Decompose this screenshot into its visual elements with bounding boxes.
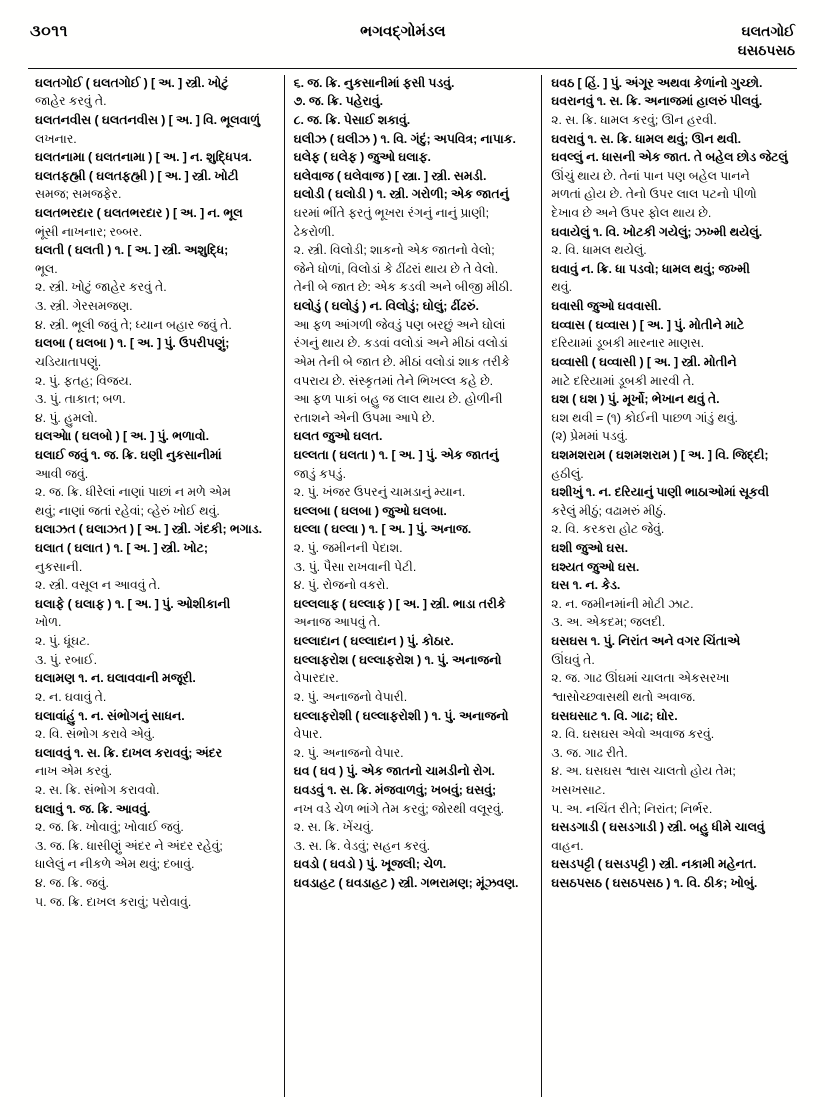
dictionary-entry (294, 856, 533, 874)
dictionary-entry (35, 75, 275, 111)
dictionary-entry (551, 559, 790, 577)
entry-continuation-line: ૪. પું. હુમલો. (35, 410, 98, 425)
entry-continuation-line: તેની બે જાત છે: એક કડવી અને બીજી મીઠી. (293, 280, 513, 295)
entry-continuation-line: જાહેર કરવું તે. (35, 94, 107, 109)
dictionary-entry (294, 168, 533, 186)
entry-continuation-line: ભૂંસી નાખનાર; રબ્બર. (35, 224, 143, 239)
entry-headword-line: ઘસડગાડી ( ઘસડગાડી ) સ્ત્રી. બહુ ધીમે ચાલવું (551, 820, 765, 835)
entry-continuation-line: થવું. (551, 280, 572, 295)
entry-headword-line: ઘલાઈ જવું ૧. જ. ક્રિ. ઘણી નુકસાનીમાં (35, 447, 222, 462)
entry-continuation-line: ૩. જ. ક્રિ. ધાસીણું અંદર ને અંદર રહેવું; (35, 838, 223, 853)
dictionary-entry (294, 521, 533, 594)
dictionary-entry (551, 261, 790, 297)
dictionary-entry (551, 131, 790, 149)
entry-continuation-line: ૩. સ્ત્રી. ગેરસમજણ. (35, 299, 133, 314)
entry-continuation-line: ૨. સ્ત્રી. વસૂલ ન આવવું તે. (35, 578, 161, 593)
entry-headword-line: ૭. જ. ક્રિ. પહેરાવું. (293, 94, 384, 109)
entry-continuation-line: ૨. ન. ઘવાવું તે. (35, 689, 107, 704)
entry-headword-line: ઘલોડું ( ઘલોડું ) ન. વિલોડું; ઘોલું; ઢીંઢરું. (293, 299, 479, 314)
entry-continuation-line: મળતાં હોય છે. તેનો ઉપર લાલ પટનો પીળો (551, 187, 757, 202)
entry-continuation-line: ૨. સ. ક્રિ. ધામલ કરવું; ઊન હરવી. (551, 113, 717, 127)
dictionary-entry (551, 447, 790, 483)
entry-headword-line: ઘલોડી ( ઘલોડી ) ૧. સ્ત્રી. ગરોળી; એક જાતનું (293, 187, 509, 202)
entry-continuation-line: ૫. જ. ક્રિ. દાખલ કરાવું; પરોવાવું. (35, 894, 192, 909)
entry-continuation-line: ૩. પું. પૈસા રાખવાની પેટી. (293, 559, 417, 574)
entry-headword-line: ઘલામણ ૧. ન. ઘલાવવાની મજૂરી. (35, 671, 196, 686)
entry-continuation-line: ઊંઘવું તે. (551, 652, 595, 667)
entry-continuation-line: લખનાર. (35, 131, 77, 146)
entry-headword-line: ઘલાઝત ( ઘલાઝત ) [ અ. ] સ્ત્રી. ગંદકી; ભગાડ. (35, 522, 263, 537)
dictionary-entry (294, 633, 533, 651)
dictionary-entry (35, 428, 275, 446)
entry-headword-line: ઘવાસી જુઓ ઘવવાસી. (551, 299, 662, 314)
dictionary-entry (551, 708, 790, 819)
entry-continuation-line: અનાજ આપવું તે. (293, 615, 381, 630)
dictionary-entry (294, 93, 533, 111)
entry-continuation-line: ૨. સ. ક્રિ. ખેંચવું. (293, 820, 374, 835)
entry-headword-line: ઘવડો ( ઘવડો ) પું. ખૂજલી; ચેળ. (293, 857, 447, 872)
dictionary-entry (551, 298, 790, 316)
entry-continuation-line: ૨. પું. અનાજનો વેપાર. (293, 745, 404, 760)
dictionary-entry (294, 652, 533, 707)
entry-headword-line: ઘસડપટ્ટી ( ઘસડપટ્ટી ) સ્ત્રી. નકામી મહેનત. (551, 857, 757, 872)
entry-headword-line: ઘલ્લબા ( ઘલબા ) જુઓ ઘલબા. (293, 503, 447, 518)
entry-headword-line: ઘલ્લાદાન ( ઘલ્લાદાન ) પું. કોઠાર. (293, 634, 454, 649)
entry-continuation-line: નુકસાની. (35, 559, 83, 574)
entry-continuation-line: ઘશ થવી = (૧) કોઈની પાછળ ગાંડું થવું. (551, 410, 739, 425)
entry-headword-line: ઘલઆેા ( ઘલબો ) [ અ. ] પું. ભળાવો. (35, 429, 210, 444)
dictionary-entry (35, 149, 275, 167)
dictionary-entry (294, 428, 533, 446)
entry-headword-line: ઘલબા ( ઘલબા ) ૧. [ અ. ] પું. ઉપરીપણું; (35, 336, 230, 351)
book-title: ભગવદ્ગોમંડલ (360, 23, 446, 40)
entry-continuation-line: રતાશને એની ઉપમા આપે છે. (293, 410, 435, 425)
entry-headword-line: ઘલેવાજ ( ઘલેવાજ ) [ સ્ત્રા. ] સ્ત્રી. સમડી. (293, 168, 487, 183)
dictionary-entry (551, 577, 790, 632)
running-head-first-entry: ઘલતગોઈ (741, 23, 795, 39)
entry-headword-line: ઘલતી ( ઘલતી ) ૧. [ અ. ] સ્ત્રી. અશુદ્ધિ; (35, 243, 229, 258)
dictionary-entry (551, 633, 790, 706)
entry-continuation-line: ૩. પું. રબાઈ. (35, 652, 98, 667)
entry-headword-line: ઘલત જુઓ ઘલત. (293, 429, 383, 444)
entry-continuation-line: ૨. પું. અનાજનો વેપારી. (293, 689, 408, 704)
entry-headword-line: ઘવ્વાસી ( ઘવ્વાસી ) [ અ. ] સ્ત્રી. મોતીને (551, 354, 737, 369)
entry-continuation-line: ચડિયાતાપણું. (35, 354, 102, 369)
dictionary-entry (551, 875, 790, 893)
entry-continuation-line: નખ વડે ચેળ ભાંગે તેમ કરવું; જોરથી વલૂરવું. (293, 801, 505, 816)
entry-continuation-line: કરેલું મીઠું; વઢામરું મીઠું. (551, 503, 667, 518)
entry-headword-line: ઘવરાનવું ૧. સ. ક્રિ. અનાજમાં હાલરું પીલવું. (551, 94, 763, 109)
entry-headword-line: ઘસઠપસઠ ( ઘસઠપસઠ ) ૧. વિ. ઠીક; ખોબું. (551, 875, 758, 890)
entry-headword-line: ઘવલ્લું ન. ધાસની એક જાત. તે બહેલ છોડ જેટલું (551, 150, 788, 165)
entry-continuation-line: માટે દરિયામાં ડૂબકી મારવી તે. (551, 373, 695, 388)
dictionary-entry (551, 75, 790, 93)
entry-headword-line: ઘશ ( ઘશ ) પું. મૂર્ખો; ભેખાન થવું તે. (551, 392, 720, 407)
entry-continuation-line: ૨. સ. ક્રિ. સંભોગ કરાવવો. (35, 782, 160, 797)
entry-continuation-line: ૨. પું. ફતહ; વિજય. (35, 373, 133, 388)
entry-headword-line: ૬. જ. ક્રિ. નુકસાનીમાં ફસી પડવું. (293, 75, 455, 90)
entry-continuation-line: ૨. ન. જમીનમાંની મોટી ઝાટ. (551, 596, 694, 611)
dictionary-entry (35, 708, 275, 744)
dictionary-entry (294, 708, 533, 763)
columns-container (26, 75, 799, 1097)
entry-continuation-line: જાડું કપડું. (293, 466, 347, 481)
dictionary-entry (551, 149, 790, 222)
dictionary-entry (551, 354, 790, 390)
column-3 (541, 75, 799, 1097)
dictionary-entry (294, 186, 533, 297)
entry-continuation-line: ૩. જ. ગાઢ રીતે. (551, 745, 628, 760)
dictionary-entry (35, 168, 275, 204)
column-1 (26, 75, 284, 1097)
entry-continuation-line: ઊંચું થાય છે. તેનાં પાન પણ બહેલ પાનને (551, 168, 750, 183)
dictionary-entry (551, 484, 790, 539)
entry-continuation-line: ૩. અ. એકદમ; જલદી. (551, 615, 666, 630)
entry-headword-line: ઘવડાહટ ( ઘવડાહટ ) સ્ત્રી. ગભરામણ; મૂંઝવણ. (293, 875, 519, 890)
entry-continuation-line: ૪. અ. ઘસઘસ શ્વાસ ચાલતો હોય તેમ; (551, 764, 736, 779)
entry-headword-line: ઘલીઝ ( ઘલીઝ ) ૧. વિ. ગંદું; અપવિત્ર; નાપાક. (293, 131, 516, 146)
entry-headword-line: ઘવરાવું ૧. સ. ક્રિ. ધામલ થવું; ઊન થવી. (551, 131, 742, 146)
dictionary-entry (35, 521, 275, 539)
entry-continuation-line: સમજ; સમજફેર. (35, 187, 122, 202)
entry-continuation-line: ૨. વિ. કરકરા હોટ જેવું. (551, 522, 665, 537)
entry-continuation-line: નાખ એમ કરવું. (35, 764, 113, 779)
entry-headword-line: ઘલતગોઈ ( ઘલતગોઈ ) [ અ. ] સ્ત્રી. ખોટું (35, 75, 229, 90)
dictionary-entry (35, 745, 275, 800)
entry-continuation-line: ૪. પું. રોજનો વકરો. (293, 578, 389, 593)
entry-continuation-line: વપરાય છે. સંસ્કૃતમાં તેને ભિખલ્લ કહે છે. (293, 373, 494, 388)
dictionary-entry (294, 149, 533, 167)
entry-continuation-line: ખોળ. (35, 615, 62, 630)
entry-headword-line: ઘશીખું ૧. ન. દરિયાનું પાણી ભાઠાઓમાં સૂકવી (551, 485, 770, 500)
entry-headword-line: ઘલાવું ૧. જ. ક્રિ. આવવું. (35, 801, 151, 816)
entry-headword-line: ઘવાયેલું ૧. વિ. ખોટકી ગયેલું; ઝખ્મી થયેલું. (551, 224, 763, 239)
dictionary-entry (294, 782, 533, 855)
entry-continuation-line: ૨. જ. ક્રિ. ખોવાવું; ખોવાઈ જવું. (35, 820, 184, 835)
dictionary-entry (294, 298, 533, 427)
dictionary-entry (35, 801, 275, 912)
entry-headword-line: ઘવાવું ન. ક્રિ. ધા પડવો; ધામલ થવું; જખ્મી (551, 261, 750, 276)
entry-headword-line: ઘવ્વાસ ( ઘવ્વાસ ) [ અ. ] પું. મોતીને માટે (551, 317, 745, 332)
entry-continuation-line: શ્વાસોચ્છ્વાસથી થતો અવાજ. (551, 689, 696, 704)
entry-continuation-line: ૩. સ. ક્રિ. વેડવું; સહન કરવું. (293, 838, 431, 853)
running-head (738, 22, 795, 60)
dictionary-entry (294, 112, 533, 130)
entry-headword-line: ૮. જ. ક્રિ. પેસાઈ શકાવું. (293, 113, 411, 127)
entry-headword-line: ઘલ્લાફરોશી ( ઘલ્લાફરોશી ) ૧. પું. અનાજનો (293, 708, 509, 723)
dictionary-entry (551, 856, 790, 874)
dictionary-entry (35, 447, 275, 520)
dictionary-entry (35, 112, 275, 148)
entry-headword-line: ઘવડવું ૧. સ. ક્રિ. મંજવાળવું; ખબવું; ઘસવું; (293, 782, 497, 797)
entry-headword-line: ઘસ ૧. ન. કેડ. (551, 578, 621, 593)
entry-continuation-line: ૨. જ. ક્રિ. ધીરેલાં નાણાં પાછાં ન મળે એમ (35, 485, 231, 500)
entry-continuation-line: ઢેકરોળી. (293, 224, 335, 239)
entry-continuation-line: આવી જવું. (35, 466, 89, 481)
entry-continuation-line: ૨. પું. જમીનની પેદાશ. (293, 541, 403, 556)
column-2 (284, 75, 542, 1097)
page-header (26, 22, 799, 66)
dictionary-entry (551, 391, 790, 446)
dictionary-entry (35, 540, 275, 595)
dictionary-entry (35, 596, 275, 669)
entry-continuation-line: થવું; નાણાં જતાં રહેવાં; વ્હેરું ખોઈ થવું. (35, 503, 220, 518)
entry-headword-line: ઘલાફે ( ઘલાફ ) ૧. [ અ. ] પું. ઓશીકાની (35, 596, 231, 611)
dictionary-entry (551, 540, 790, 558)
entry-continuation-line: ૪. સ્ત્રી. ભૂલી જવું તે; ધ્યાન બહાર જવું તે. (35, 317, 232, 332)
entry-headword-line: ઘલતફહ્મી ( ઘલતફહ્મી ) [ અ. ] સ્ત્રી. ખોટી (35, 168, 239, 183)
entry-continuation-line: વેપાર. (293, 727, 323, 742)
entry-headword-line: ઘલાવાંહું ૧. ન. સંભોગનું સાધન. (35, 708, 185, 723)
entry-continuation-line: જેને ધોળાં, વિલોડાં કે ઢીંઢરાં થાય છે તે વેલો. (293, 261, 499, 276)
entry-headword-line: ઘલતનામા ( ઘલતનામા ) [ અ. ] ન. શુદ્ધિપત્ર. (35, 150, 252, 165)
dictionary-entry (35, 335, 275, 427)
entry-continuation-line: એમ તેની બે જાત છે. મીઠાં વલોડાં શાક તરીકે (293, 354, 510, 369)
entry-continuation-line: ખસખસાટ. (551, 782, 606, 797)
entry-continuation-line: ૨. વિ. સંભોગ કરાવે એવું. (35, 727, 155, 742)
entry-continuation-line: ૩. પું. તાકાત; બળ. (35, 392, 126, 407)
entry-continuation-line: વાહન. (551, 838, 584, 853)
entry-headword-line: ઘલાવવું ૧. સ. ક્રિ. દાખલ કરાવવું; અંદર (35, 745, 223, 760)
entry-continuation-line: ૨. સ્ત્રી. વિલોડી; શાકનો એક જાતનો વેલો; (293, 243, 495, 258)
entry-headword-line: ઘલેફ ( ઘલેફ ) જુઓ ઘલાફ. (293, 150, 431, 165)
entry-continuation-line: ધાલેલું ન નીકળે એમ થવું; દબાવું. (35, 857, 195, 872)
entry-continuation-line: ભૂલ. (35, 261, 58, 276)
entry-headword-line: ઘશમશરામ ( ઘશમશરામ ) [ અ. ] વિ. જિદ્દી; (551, 447, 769, 462)
entry-continuation-line: દરિયામાં ડૂબકી મારનાર માણસ. (551, 336, 705, 351)
entry-continuation-line: ૨. જ. ગાઢ ઊંઘમાં ચાલતા એકસરખા (551, 671, 730, 686)
entry-headword-line: ઘસઘસ ૧. પું. નિરાંત અને વગર ચિંતાએ (551, 634, 741, 649)
dictionary-entry (294, 447, 533, 502)
dictionary-entry (551, 819, 790, 855)
entry-continuation-line: (૨) પ્રેમમાં પડવું. (551, 429, 628, 444)
entry-continuation-line: ૨. વિ. ઘસઘસ એવો અવાજ કરવું. (551, 727, 715, 742)
entry-headword-line: ઘલ્લલાફ ( ઘલ્લાફ ) [ અ. ] સ્ત્રી. ભાડા તરીકે (293, 596, 506, 611)
entry-continuation-line: આ ફળ પાકાં બહુ જ લાલ થાય છે. હોળીની (293, 392, 503, 407)
dictionary-entry (551, 224, 790, 260)
dictionary-entry (35, 670, 275, 706)
entry-headword-line: ઘલ્લાફરોશ ( ઘલ્લાફરોશ ) ૧. પું. અનાજનો (293, 652, 502, 667)
header-rule (28, 68, 797, 69)
dictionary-entry (35, 205, 275, 241)
entry-continuation-line: ઘરમાં ભીંતે ફરતું ભૂખરા રંગનું નાનું પ્રાણી; (293, 206, 490, 221)
entry-headword-line: ઘલ્લા ( ઘલ્લા ) ૧. [ અ. ] પું. અનાજ. (293, 522, 472, 537)
entry-headword-line: ઘલ્લતા ( ઘલતા ) ૧. [ અ. ] પું. એક જાતનું (293, 447, 499, 462)
entry-continuation-line: ૨. પું. ધૂંઘટ. (35, 634, 90, 649)
dictionary-entry (294, 596, 533, 632)
entry-headword-line: ઘલતભરદાર ( ઘલતભરદાર ) [ અ. ] ન. ભૂલ (35, 206, 243, 221)
entry-continuation-line: ૨. વિ. ધામલ થયેલું. (551, 243, 647, 258)
dictionary-entry (551, 317, 790, 353)
dictionary-entry (551, 93, 790, 129)
entry-headword-line: ઘલાત ( ઘલાત ) ૧. [ અ. ] સ્ત્રી. ખોટ; (35, 541, 208, 556)
running-head-last-entry: ઘસઠપસઠ (737, 41, 795, 58)
entry-headword-line: ઘશી જુઓ ઘસ. (551, 541, 629, 556)
entry-continuation-line: આ ફળ આંગળી જેવડું પણ બરછું અને ઘોલાં (293, 317, 506, 332)
dictionary-entry (35, 242, 275, 334)
entry-headword-line: ઘવઠ [ હિં. ] પું. અંગૂર અથવા કેળાંનો ગુચ્છો. (551, 75, 763, 90)
dictionary-entry (294, 875, 533, 893)
page-number: ૩૦૧૧ (30, 23, 68, 40)
entry-headword-line: ઘસઘસાટ ૧. વિ. ગાઢ; ઘોર. (551, 708, 678, 723)
entry-continuation-line: દેખાવ છે અને ઉપર ફોલ થાય છે. (551, 206, 712, 221)
entry-continuation-line: ૨. પું. ખંજર ઉપરનું ચામડાનું મ્યાન. (293, 485, 466, 500)
entry-continuation-line: રંગનું થાય છે. કડવાં વલોડાં અને મીઠાં વલોડાં (293, 336, 508, 351)
entry-continuation-line: ૨. સ્ત્રી. ખોટું જાહેર કરવું તે. (35, 280, 167, 295)
entry-continuation-line: હઠીલું. (551, 466, 584, 481)
dictionary-entry (294, 131, 533, 149)
dictionary-entry (294, 75, 533, 93)
entry-headword-line: ઘલતનવીસ ( ઘલતનવીસ ) [ અ. ] વિ. ભૂલવાળું (35, 113, 261, 127)
entry-continuation-line: ૫. અ. નચિંત રીતે; નિરાંત; નિર્ભર. (551, 801, 713, 816)
entry-continuation-line: વેપારદાર. (293, 671, 339, 686)
entry-continuation-line: ૪. જ. ક્રિ. જવું. (35, 875, 109, 890)
dictionary-entry (294, 503, 533, 521)
entry-headword-line: ઘવ ( ઘવ ) પું. એક જાતનો ચામડીનો રોગ. (293, 764, 495, 779)
entry-headword-line: ઘશ્યત જુઓ ઘસ. (551, 559, 640, 574)
dictionary-entry (294, 763, 533, 781)
